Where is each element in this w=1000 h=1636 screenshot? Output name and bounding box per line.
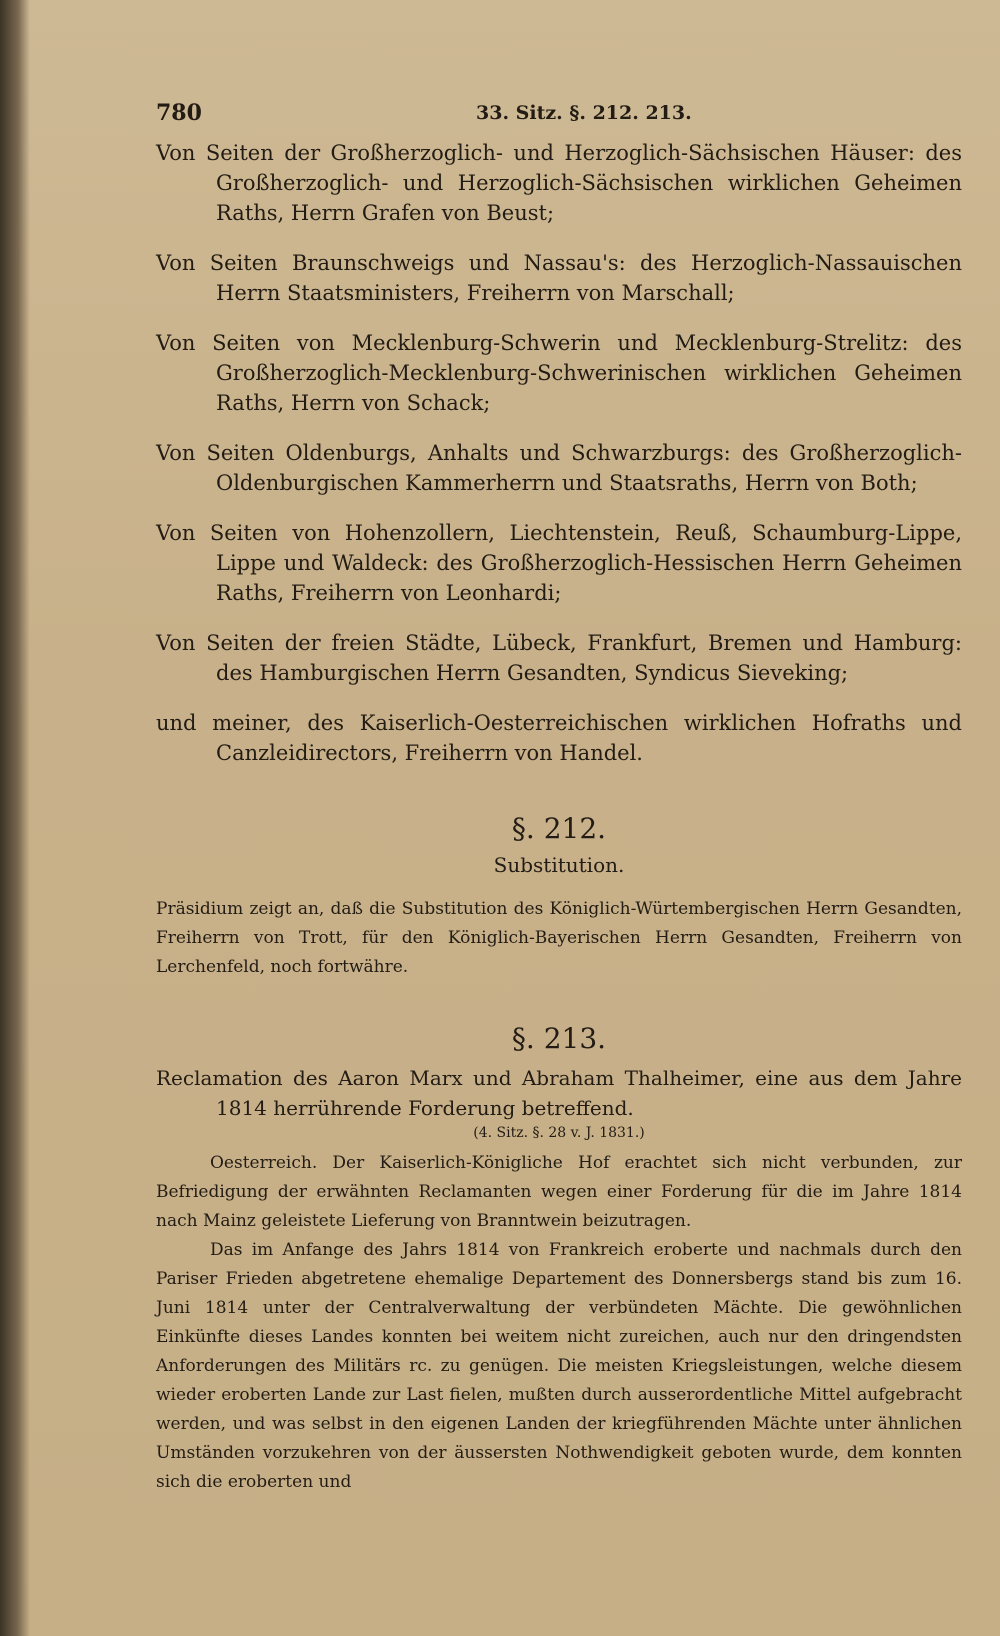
delegation-paragraph: Von Seiten Braunschweigs und Nassau's: des Herzoglich-Nassauischen Herrn Staatsministers, Freiherrn von Marschall; xyxy=(156,251,962,305)
section-213-paragraph: Das im Anfange des Jahrs 1814 von Frankreich eroberte und nachmals durch den Pariser Frieden abgetretene ehemalige Departement des Donnersbergs stand bis zum 16. Juni 1814 unter der Centralverwaltung der verbündeten Mächte. Die gewöhnlichen Einkünfte dieses Landes konnten bei weitem nicht zureichen, auch nur den dringendsten Anforderungen des Militärs rc. zu genügen. Die meisten Kriegsleistungen, welche diesem wieder eroberten Lande zur Last fielen, mußten durch ausserordentliche Mittel aufgebracht werden, und was selbst in den eigenen Landen der kriegführenden Mächte unter ähnlichen Umständen vorzukehren von der äussersten Nothwendigkeit geboten wurde, dem konnten sich die eroberten und xyxy=(156,1240,962,1492)
page-number: 780 xyxy=(156,100,202,126)
section-212-subheading: Substitution. xyxy=(493,853,625,877)
running-head: 33. Sitz. §. 212. 213. xyxy=(476,102,692,124)
page-binding-shadow xyxy=(0,0,30,1636)
delegation-paragraph: Von Seiten Oldenburgs, Anhalts und Schwarzburgs: des Großherzoglich-Oldenburgischen Kammerherrn und Staatsraths, Herrn von Both; xyxy=(156,441,962,495)
section-213-title: Reclamation des Aaron Marx und Abraham Thalheimer, eine aus dem Jahre 1814 herrührende Forderung betreffend. xyxy=(156,1066,962,1120)
section-212-heading: §. 212. xyxy=(511,812,607,845)
closing-paragraph: und meiner, des Kaiserlich-Oesterreichischen wirklichen Hofraths und Canzleidirectors, Freiherrn von Handel. xyxy=(156,711,962,765)
delegation-paragraph: Von Seiten von Hohenzollern, Liechtenstein, Reuß, Schaumburg-Lippe, Lippe und Waldeck: des Großherzoglich-Hessischen Herrn Geheimen Raths, Freiherrn von Leonhardi; xyxy=(156,521,962,605)
delegation-paragraph: Von Seiten der freien Städte, Lübeck, Frankfurt, Bremen und Hamburg: des Hamburgischen Herrn Gesandten, Syndicus Sieveking; xyxy=(156,631,962,685)
section-213-paragraph: Oesterreich. Der Kaiserlich-Königliche Hof erachtet sich nicht verbunden, zur Befriedigung der erwähnten Reclamanten wegen einer Forderung für die im Jahre 1814 nach Mainz geleistete Lieferung von Branntwein beizutragen. xyxy=(156,1153,962,1231)
section-212-text: Präsidium zeigt an, daß die Substitution des Königlich-Würtembergischen Herrn Gesandten, Freiherrn von Trott, für den Königlich-Bayerischen Herrn Gesandten, Freiherrn von Lerchenfeld, noch fortwähre. xyxy=(156,899,962,977)
section-213-reference: (4. Sitz. §. 28 v. J. 1831.) xyxy=(473,1125,645,1141)
delegation-paragraph: Von Seiten der Großherzoglich- und Herzoglich-Sächsischen Häuser: des Großherzoglich- und Herzoglich-Sächsischen wirklichen Geheimen Raths, Herrn Grafen von Beust; xyxy=(156,141,962,225)
page-header xyxy=(156,100,962,138)
delegation-paragraph: Von Seiten von Mecklenburg-Schwerin und Mecklenburg-Strelitz: des Großherzoglich-Mecklenburg-Schwerinischen wirklichen Geheimen Raths, Herrn von Schack; xyxy=(156,331,962,415)
section-213-heading: §. 213. xyxy=(511,1022,607,1055)
